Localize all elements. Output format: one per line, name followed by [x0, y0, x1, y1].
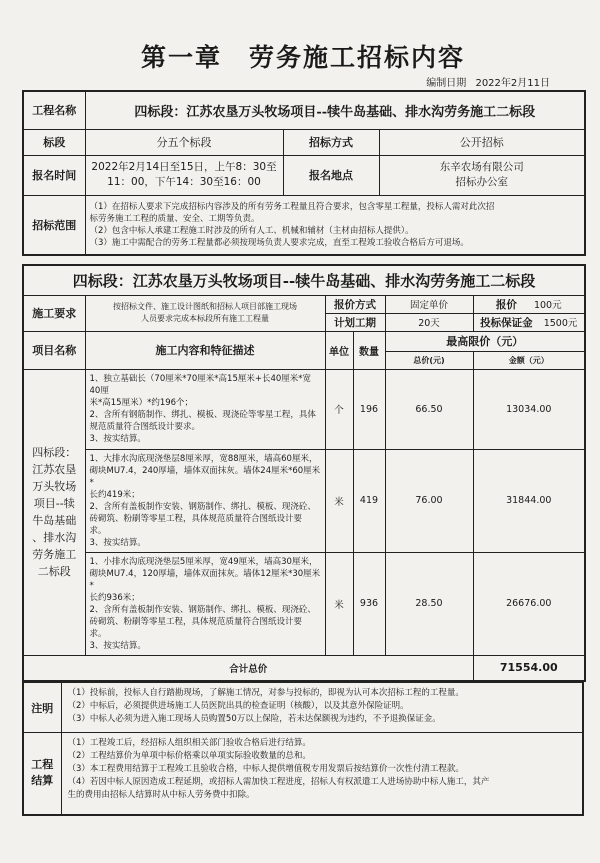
total-label: 合计总价 [23, 655, 473, 681]
description-line: 砌块MU7.4，240厚墙，墙体双面抹灰。墙体24厘米*60厘米* [89, 465, 321, 488]
table-row [23, 449, 585, 552]
description-line: 3、按实结算。 [89, 433, 146, 444]
requirement-label: 施工要求 [23, 295, 85, 331]
description-line: 砖砌筑、粉刷等零星工程，具体规范质量符合图纸设计要 [89, 616, 303, 627]
row-qty: 196 [353, 369, 385, 449]
settlement-label-line: 结算 [31, 774, 54, 788]
settlement-label-line: 工程 [31, 758, 54, 772]
project-name-line: 劳务施工 [32, 548, 77, 561]
row-price: 66.50 [385, 369, 473, 449]
description-line: 1、独立基础长（70厘米*70厘米*高15厘米+长40厘米*宽40厘 [89, 373, 312, 396]
signup-place-line: 东辛农场有限公司 [439, 161, 524, 173]
project-name-line: 四标段： [32, 446, 77, 459]
settlement-line: 生的费用由招标人结算时从中标人劳务费中扣除。 [67, 790, 255, 800]
row-unit: 米 [325, 449, 353, 552]
description-line: 长约419米； [89, 489, 140, 500]
signup-time-value [85, 155, 283, 195]
section-value: 分五个标段 [85, 129, 283, 155]
compile-date [22, 74, 584, 90]
col-qty-header: 数量 [353, 331, 385, 369]
requirement-text [85, 295, 325, 331]
deposit-cell [473, 313, 585, 331]
scope-line: （3）施工中需配合的劳务工程量都必须按现场负责人要求完成，直至工程竣工验收合格后方可退场。 [89, 237, 469, 248]
row-unit: 米 [325, 552, 353, 655]
row-amount: 26676.00 [473, 552, 585, 655]
settlement-text [61, 733, 583, 815]
signup-time-line: 11：00，下午14：30至16：00 [107, 176, 261, 188]
row-amount: 13034.00 [473, 369, 585, 449]
description-line: 2、含所有盖板制作安装、钢筋制作、绑扎、模板、现浇砼、 [89, 604, 316, 615]
project-name-label: 工程名称 [23, 91, 85, 129]
scope-text [85, 195, 585, 255]
price-label: 报价 [495, 298, 517, 311]
description-line: 1、小排水沟底现浇垫层5厘米厚，宽49厘米，墙高30厘米， [89, 556, 318, 567]
row-unit: 个 [325, 369, 353, 449]
note-line: （1）投标前，投标人自行踏勘现场，了解施工情况，对参与投标的，即视为认可本次招标工程的工程量。 [67, 688, 464, 698]
description-line: 2、含所有盖板制作安装、钢筋制作、绑扎、模板、现浇砼、 [89, 501, 316, 512]
total-value: 71554.00 [473, 655, 585, 681]
row-description [85, 449, 325, 552]
row-price: 28.50 [385, 552, 473, 655]
project-name-line: 项目--犊 [33, 497, 75, 510]
quote-method-label: 报价方式 [325, 295, 385, 313]
signup-time-label: 报名时间 [23, 155, 85, 195]
project-name-line: 二标段 [37, 565, 71, 578]
description-line: 2、含所有钢筋制作、绑扎、模板、现浇砼等零星工程，具体 [89, 409, 316, 420]
method-label: 招标方式 [283, 129, 379, 155]
row-price: 76.00 [385, 449, 473, 552]
pricing-table [22, 264, 586, 682]
settlement-line: （1）工程竣工后，经招标人组织相关部门验收合格后进行结算。 [67, 738, 311, 748]
project-name-line: 江苏农垦 [32, 463, 77, 476]
deposit-label: 投标保证金 [480, 316, 533, 329]
description-line: 砌块MU7.4，120厚墙，墙体双面抹灰。墙体12厘米*30厘米* [89, 568, 321, 591]
period-value: 20天 [385, 313, 473, 331]
description-line: 3、按实结算。 [89, 640, 146, 651]
price-value: 100元 [533, 299, 562, 311]
notes-label: 注明 [23, 683, 61, 733]
description-line: 求。 [89, 525, 107, 536]
tender-info-table [22, 90, 586, 256]
project-name-value: 四标段：江苏农垦万头牧场项目--犊牛岛基础、排水沟劳务施工二标段 [85, 91, 585, 129]
settlement-line: （4）若因中标人原因造成工程延期，或招标人需加快工程进度，招标人有权派遣工人进场协助中标人施工，其产 [67, 777, 490, 787]
col-total-price-header: 总价(元) [385, 351, 473, 369]
project-name-line: 万头牧场 [32, 480, 77, 493]
section-label: 标段 [23, 129, 85, 155]
settlement-line: （3）本工程费用结算于工程竣工且验收合格，中标人提供增值税专用发票后按结算价一次性付清工程款。 [67, 764, 464, 774]
deposit-value: 1500元 [543, 317, 578, 329]
project-name-cell [23, 369, 85, 655]
row-qty: 936 [353, 552, 385, 655]
row-description [85, 369, 325, 449]
scope-line: （2）包含中标人承建工程施工时涉及的所有人工、机械和辅材（主材由招标人提供）。 [89, 225, 414, 236]
row-amount: 31844.00 [473, 449, 585, 552]
col-max-price-header: 最高限价（元） [385, 331, 585, 351]
note-line: （2）中标后，必须提供进场施工人员医院出具的检查证明（核酸），以及其意外保险证明。 [67, 701, 409, 711]
requirement-line: 人员要求完成本标段所有施工工程量 [141, 314, 269, 323]
table-row [23, 552, 585, 655]
description-line: 砖砌筑、粉刷等零星工程，具体规范质量符合图纸设计要 [89, 513, 303, 524]
table-row [23, 369, 585, 449]
quote-method-value: 固定单价 [385, 295, 473, 313]
notes-table [22, 682, 584, 816]
notes-text [61, 683, 583, 733]
description-line: 规范质量符合图纸设计要求。 [89, 421, 201, 432]
document-title: 第一章 劳务施工招标内容 [140, 43, 465, 72]
description-line: 1、大排水沟底现浇垫层8厘米厚，宽88厘米，墙高60厘米， [89, 453, 318, 464]
settlement-label [23, 733, 61, 815]
compile-date-value: 2022年2月11日 [475, 78, 550, 89]
scope-label: 招标范围 [23, 195, 85, 255]
description-line: 米*高15厘米）*约196个； [89, 397, 194, 408]
signup-place-line: 招标办公室 [455, 176, 508, 188]
signup-place-value [379, 155, 585, 195]
col-unit-header: 单位 [325, 331, 353, 369]
signup-place-label: 报名地点 [283, 155, 379, 195]
row-qty: 419 [353, 449, 385, 552]
row-description [85, 552, 325, 655]
col-amount-header: 金额（元） [473, 351, 585, 369]
scope-line: （1）在招标人要求下完成招标内容涉及的所有劳务工程量且符合要求，包含零星工程量，投标人需对此次招 [89, 201, 495, 212]
description-line: 长约936米； [89, 592, 140, 603]
description-line: 3、按实结算。 [89, 537, 146, 548]
method-value: 公开招标 [379, 129, 585, 155]
section-title: 四标段：江苏农垦万头牧场项目--犊牛岛基础、排水沟劳务施工二标段 [23, 265, 585, 295]
period-label: 计划工期 [325, 313, 385, 331]
col-project-header: 项目名称 [23, 331, 85, 369]
requirement-line: 按招标文件、施工设计图纸和招标人项目部施工现场 [113, 302, 297, 311]
description-line: 求。 [89, 628, 107, 639]
scope-line: 标劳务施工工程的质量、安全、工期等负责。 [89, 213, 260, 224]
note-line: （3）中标人必须为进入施工现场人员购置50万以上保险，若未达保额视为违约，不予退换保证金。 [67, 714, 441, 724]
signup-time-line: 2022年2月14日至15日，上午8：30至 [91, 161, 277, 173]
project-name-line: 牛岛基础 [32, 514, 77, 527]
price-cell [473, 295, 585, 313]
compile-date-label: 编制日期 [426, 78, 467, 89]
settlement-line: （2）工程结算价为单项中标价格乘以单项实际验收数量的总和。 [67, 751, 311, 761]
col-content-header: 施工内容和特征描述 [85, 331, 325, 369]
project-name-line: 、排水沟 [32, 531, 77, 544]
